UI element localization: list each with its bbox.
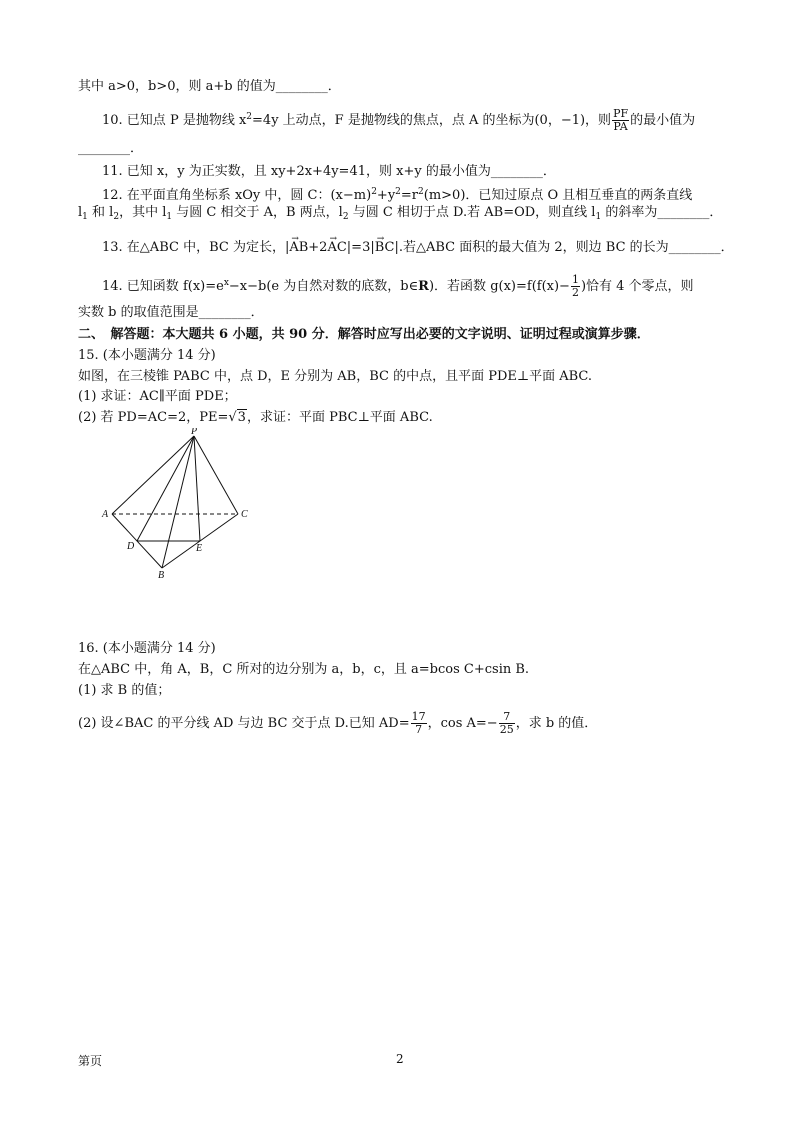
q16-part2: (2) 设∠BAC 的平分线 AD 与边 BC 交于点 D.已知 AD= $\frac{17}{7}$ ，cos A=− $\frac{7}{25}$ ，求 b 的值．	[78, 710, 598, 736]
question-12-line2: $l_1$ 和 $l_2$，其中 $l_1$ 与圆 C 相交于 A，B 两点，$l_2$ 与圆 C 相切于点 D.若 AB=OD，则直线 $l_1$ 的斜率为________．	[78, 205, 723, 222]
page-number: 2	[396, 1052, 404, 1066]
q15-part2: (2) 若 PD=AC=2，PE=√3，求证：平面 PBC⊥平面 ABC.	[78, 410, 433, 425]
edge-pa	[112, 436, 194, 514]
question-14-line1: 14. 已知函数 $f(x)=e^x-x-b(e$ 为自然对数的底数，b∈R)．若函数 g(x)=f(f(x)− $\frac{1}{2}$ )恰有 4 个零点，则	[102, 273, 694, 299]
question-11: 11. 已知 x，y 为正实数，且 xy+2x+4y=41，则 x+y 的最小值为________．	[102, 164, 556, 179]
label-c: C	[241, 509, 248, 520]
footer-label: 第页	[78, 1054, 103, 1068]
q15-part1: (1) 求证：AC∥平面 PDE；	[78, 389, 237, 404]
question-10: 10. 已知点 P 是抛物线 $x^2=4y$ 上动点，F 是抛物线的焦点，点 A 的坐标为(0，−1)，则 $\frac{PF}{PA}$ 的最小值为	[102, 107, 696, 133]
fraction-one-half: $\frac{1}{2}$	[571, 273, 579, 299]
fraction-pf-pa: $\frac{PF}{PA}$	[613, 107, 629, 133]
label-b: B	[158, 570, 165, 578]
question-12-line1: 12. 在平面直角坐标系 xOy 中，圆 C：$(x-m)^2+y^2=r^2(m>0)$．已知过原点 O 且相互垂直的两条直线	[102, 187, 693, 203]
q16-header: 16. (本小题满分 14 分)	[78, 641, 216, 656]
question-14-line2: 实数 b 的取值范围是________．	[78, 305, 264, 320]
label-p: P	[191, 428, 198, 437]
pyramid-figure	[100, 428, 250, 578]
edge-pe	[194, 436, 200, 541]
q16-part1: (1) 求 B 的值；	[78, 683, 171, 698]
q9-tail: 其中 a>0，b>0，则 a+b 的值为________．	[78, 79, 341, 94]
q15-header: 15. (本小题满分 14 分)	[78, 348, 216, 363]
fraction-17-7: $\frac{17}{7}$	[411, 710, 426, 736]
fraction-7-25: $\frac{7}{25}$	[499, 710, 514, 736]
question-13: 13. 在△ABC 中，BC 为定长，|→ AB+2→ AC|=3|→ BC|.若△ABC 面积的最大值为 2，则边 BC 的长为________．	[102, 239, 742, 257]
label-d: D	[127, 541, 135, 552]
q15-statement: 如图，在三棱锥 PABC 中，点 D，E 分别为 AB，BC 的中点，且平面 PDE⊥平面 ABC.	[78, 369, 593, 384]
q16-statement: 在△ABC 中，角 A，B，C 所对的边分别为 a，b，c，且 a=bcos C+csin B.	[78, 662, 530, 677]
question-10-blank: ________．	[78, 141, 144, 156]
edge-pd	[137, 436, 194, 541]
label-e: E	[196, 543, 203, 554]
section-heading-2: 二、 解答题：本大题共 6 小题，共 90 分．解答时应写出必要的文字说明、证明过程或演算步骤．	[78, 327, 650, 342]
label-a: A	[102, 509, 109, 520]
edge-pc	[194, 436, 238, 514]
